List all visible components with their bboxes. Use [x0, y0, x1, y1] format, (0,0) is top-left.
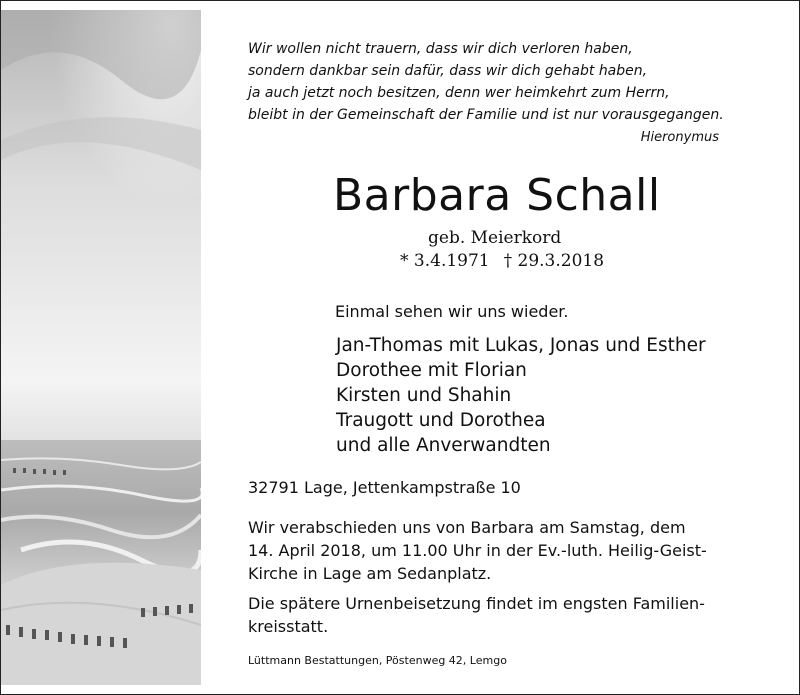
funeral-notice: [248, 516, 738, 585]
poem-line: sondern dankbar sein dafür, dass wir dich gehabt haben,: [248, 63, 648, 79]
urn-notice-line: kreisstatt.: [248, 617, 329, 636]
urn-burial-notice: [248, 592, 738, 638]
mourner-line: Jan-Thomas mit Lukas, Jonas und Esther: [336, 335, 706, 356]
funeral-notice-line: 14. April 2018, um 11.00 Uhr in der Ev.-luth. Heilig-Geist-: [248, 541, 707, 560]
birth-date: * 3.4.1971: [400, 251, 490, 271]
memorial-poem: [248, 38, 728, 126]
mourner-line: Dorothee mit Florian: [336, 360, 527, 381]
mourners-list: [336, 333, 706, 458]
poem-line: bleibt in der Gemeinschaft der Familie und ist nur vorausgegangen.: [248, 107, 724, 123]
deceased-name: Barbara Schall: [333, 170, 661, 221]
beach-photo: [1, 10, 201, 685]
mourner-line: Kirsten und Shahin: [336, 385, 512, 406]
undertaker-credit: Lüttmann Bestattungen, Pöstenweg 42, Lemgo: [248, 654, 507, 667]
poem-line: ja auch jetzt noch besitzen, denn wer heimkehrt zum Herrn,: [248, 85, 670, 101]
motto: Einmal sehen wir uns wieder.: [335, 302, 569, 321]
death-date: † 29.3.2018: [503, 251, 605, 271]
poem-line: Wir wollen nicht trauern, dass wir dich verloren haben,: [248, 41, 633, 57]
mourner-line: Traugott und Dorothea: [336, 410, 546, 431]
family-address: 32791 Lage, Jettenkampstraße 10: [248, 478, 521, 497]
funeral-notice-line: Wir verabschieden uns von Barbara am Samstag, dem: [248, 518, 686, 537]
mourner-line: und alle Anverwandten: [336, 435, 551, 456]
urn-notice-line: Die spätere Urnenbeisetzung findet im engsten Familien-: [248, 594, 705, 613]
poem-author: Hieronymus: [640, 130, 719, 145]
life-dates: [400, 251, 604, 271]
funeral-notice-line: Kirche in Lage am Sedanplatz.: [248, 564, 492, 583]
birth-name: geb. Meierkord: [428, 228, 562, 248]
